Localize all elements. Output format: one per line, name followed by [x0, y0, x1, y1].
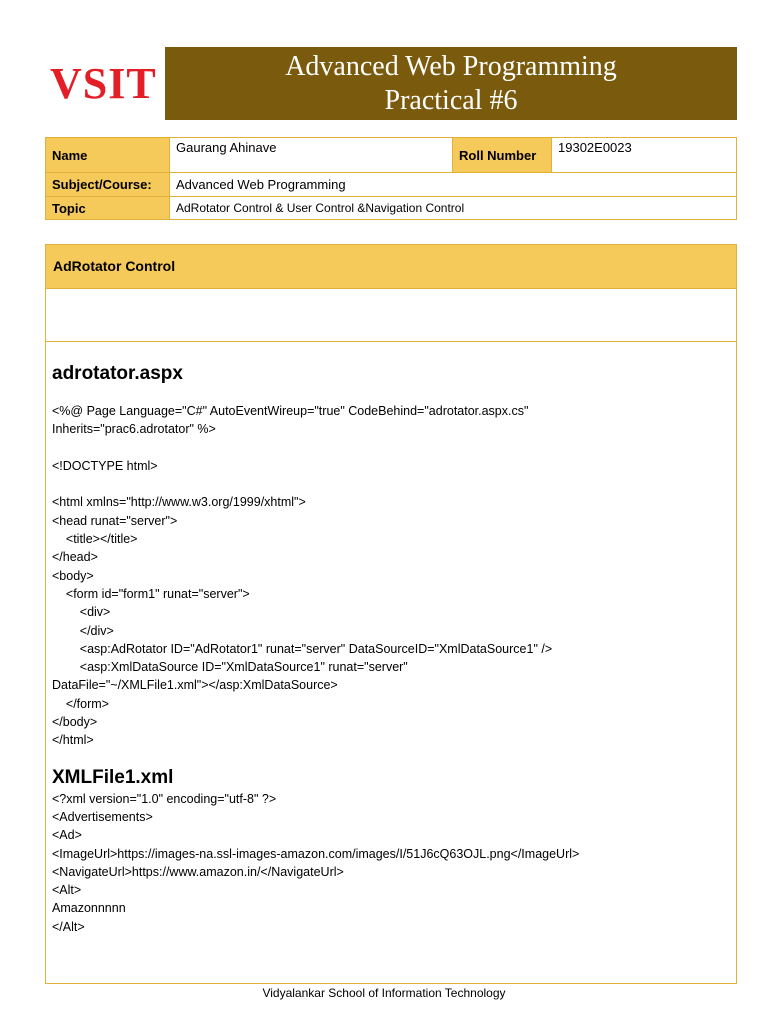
- name-label: Name: [46, 138, 170, 173]
- code-line: <head runat="server">: [52, 513, 178, 528]
- code-line: <asp:AdRotator ID="AdRotator1" runat="server" DataSourceID="XmlDataSource1" />: [52, 641, 553, 656]
- code-line: <ImageUrl>https://images-na.ssl-images-amazon.com/images/I/51J6cQ63OJL.png</ImageUrl>: [52, 846, 580, 861]
- code-line: <body>: [52, 568, 94, 583]
- code-line: [52, 439, 730, 457]
- code-line: <div>: [52, 605, 111, 620]
- section-blank-row: [46, 289, 736, 342]
- vsit-logo: VSIT: [50, 59, 157, 108]
- name-value: Gaurang Ahinave: [170, 138, 453, 173]
- title-line-1: Advanced Web Programming: [285, 50, 617, 82]
- code-line: <asp:XmlDataSource ID="XmlDataSource1" runat="server": [52, 660, 408, 675]
- file2-code: [52, 790, 730, 936]
- code-line: </div>: [52, 623, 114, 638]
- code-line: [52, 475, 730, 493]
- file1-heading: adrotator.aspx: [52, 363, 183, 384]
- page-footer: Vidyalankar School of Information Technology: [262, 986, 506, 1000]
- code-line: <form id="form1" runat="server">: [52, 586, 250, 601]
- topic-value: AdRotator Control & User Control &Navigation Control: [170, 197, 737, 220]
- code-line: <NavigateUrl>https://www.amazon.in/</NavigateUrl>: [52, 864, 344, 879]
- document-title: [165, 47, 737, 120]
- code-line: <?xml version="1.0" encoding="utf-8" ?>: [52, 791, 277, 806]
- roll-number-value: 19302E0023: [552, 138, 737, 173]
- code-line: <title></title>: [52, 532, 138, 547]
- subject-label: Subject/Course:: [46, 173, 170, 197]
- code-line: <%@ Page Language="C#" AutoEventWireup="true" CodeBehind="adrotator.aspx.cs": [52, 404, 529, 418]
- title-line-2: Practical #6: [384, 84, 518, 116]
- adrotator-section: [45, 244, 737, 984]
- student-info-table: [45, 137, 737, 220]
- code-line: </html>: [52, 733, 94, 748]
- code-line: </body>: [52, 715, 98, 730]
- code-line: Inherits="prac6.adrotator" %>: [52, 422, 216, 437]
- section-title: AdRotator Control: [46, 245, 736, 289]
- file2-heading: XMLFile1.xml: [52, 766, 174, 788]
- code-line: <!DOCTYPE html>: [52, 458, 158, 473]
- code-line: <Ad>: [52, 828, 82, 843]
- file1-code: [52, 402, 730, 750]
- code-line: <Advertisements>: [52, 809, 153, 824]
- code-line: </form>: [52, 696, 109, 711]
- topic-label: Topic: [46, 197, 170, 220]
- code-line: <html xmlns="http://www.w3.org/1999/xhtml">: [52, 495, 306, 510]
- code-line: </Alt>: [52, 919, 85, 934]
- code-line: Amazonnnnn: [52, 901, 126, 916]
- code-line: DataFile="~/XMLFile1.xml"></asp:XmlDataSource>: [52, 678, 338, 693]
- code-line: <Alt>: [52, 883, 82, 898]
- roll-number-label: Roll Number: [453, 138, 552, 173]
- section-content: [46, 362, 736, 936]
- subject-value: Advanced Web Programming: [170, 173, 737, 197]
- code-line: </head>: [52, 550, 98, 565]
